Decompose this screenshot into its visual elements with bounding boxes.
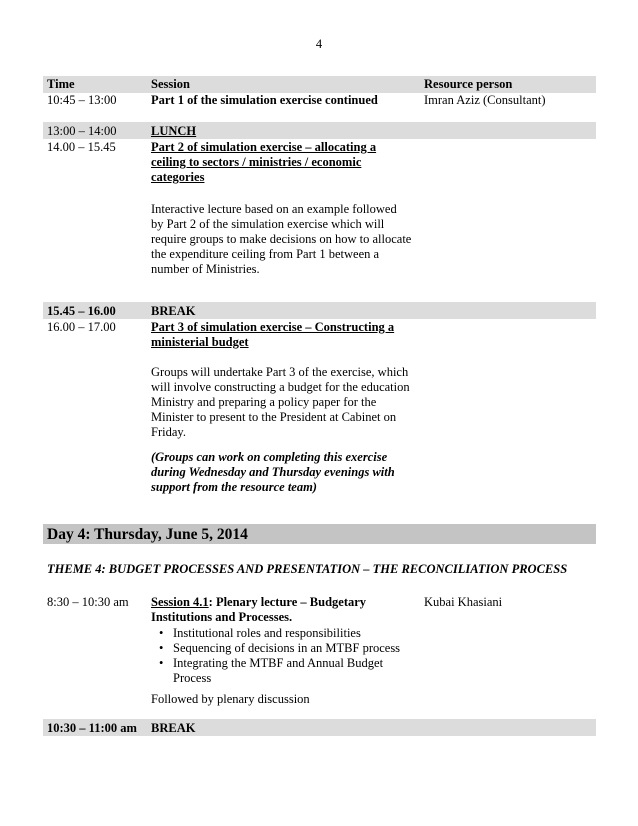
- row3-title-line: Part 3 of simulation exercise – Constructing a: [151, 320, 395, 334]
- session41-followed: Followed by plenary discussion: [151, 692, 310, 706]
- row3-time: 16.00 – 17.00: [47, 320, 116, 334]
- page-number: 4: [315, 37, 323, 51]
- session41-title-rest: : Plenary lecture – Budgetary: [208, 595, 367, 609]
- row3-desc-line: Friday.: [151, 425, 186, 439]
- row2-desc-line: by Part 2 of the simulation exercise which will: [151, 217, 385, 231]
- header-time: Time: [47, 77, 75, 91]
- session41-bullets: [151, 626, 421, 686]
- session41-title: [151, 595, 421, 625]
- row1-session: Part 1 of the simulation exercise continued: [151, 93, 378, 107]
- row3-title: [151, 320, 416, 350]
- row3-desc-line: Groups will undertake Part 3 of the exercise, which: [151, 365, 409, 379]
- row2-desc-line: the expenditure ceiling from Part 1 between a: [151, 247, 380, 261]
- lunch-label: LUNCH: [151, 124, 197, 138]
- session41-title-line2: Institutions and Processes.: [151, 610, 293, 624]
- break1-time: 15.45 – 16.00: [47, 304, 116, 318]
- day4-title: Day 4: Thursday, June 5, 2014: [47, 526, 248, 543]
- row3-desc-line: Ministry and preparing a policy paper for the: [151, 395, 377, 409]
- row2-description: [151, 202, 421, 277]
- bullet-item: • Integrating the MTBF and Annual Budget Process: [151, 656, 421, 686]
- session41-label: Session 4.1: [151, 595, 209, 609]
- row2-desc-line: require groups to make decisions on how to allocate: [151, 232, 412, 246]
- row3-note-line: during Wednesday and Thursday evenings with: [151, 465, 395, 479]
- lunch-time: 13:00 – 14:00: [47, 124, 117, 138]
- row2-desc-line: Interactive lecture based on an example followed: [151, 202, 397, 216]
- row3-desc-line: Minister to present to the President at Cabinet on: [151, 410, 397, 424]
- session41-time: 8:30 – 10:30 am: [47, 595, 129, 609]
- row2-title-line: ceiling to sectors / ministries / economic: [151, 155, 362, 169]
- row3-desc-line: will involve constructing a budget for the education: [151, 380, 410, 394]
- row2-desc-line: number of Ministries.: [151, 262, 260, 276]
- row3-note: [151, 450, 421, 495]
- row3-title-line: ministerial budget: [151, 335, 249, 349]
- header-session: Session: [151, 77, 190, 91]
- session41-resource: Kubai Khasiani: [424, 595, 503, 609]
- row2-title-line: Part 2 of simulation exercise – allocating a: [151, 140, 377, 154]
- row2-title: [151, 140, 416, 185]
- header-resource: Resource person: [424, 77, 513, 91]
- bullet-item: • Institutional roles and responsibilities: [151, 626, 421, 641]
- break2-time: 10:30 – 11:00 am: [47, 721, 137, 735]
- row2-title-line: categories: [151, 170, 205, 184]
- row3-note-line: support from the resource team): [151, 480, 317, 494]
- row1-time: 10:45 – 13:00: [47, 93, 117, 107]
- row1-resource: Imran Aziz (Consultant): [424, 93, 546, 107]
- break1-label: BREAK: [151, 304, 196, 318]
- row3-note-line: (Groups can work on completing this exercise: [151, 450, 388, 464]
- break2-label: BREAK: [151, 721, 196, 735]
- row3-description: [151, 365, 421, 440]
- row2-time: 14.00 – 15.45: [47, 140, 116, 154]
- bullet-item: • Sequencing of decisions in an MTBF process: [151, 641, 421, 656]
- theme4-heading: THEME 4: BUDGET PROCESSES AND PRESENTATION – THE RECONCILIATION PROCESS: [47, 562, 568, 576]
